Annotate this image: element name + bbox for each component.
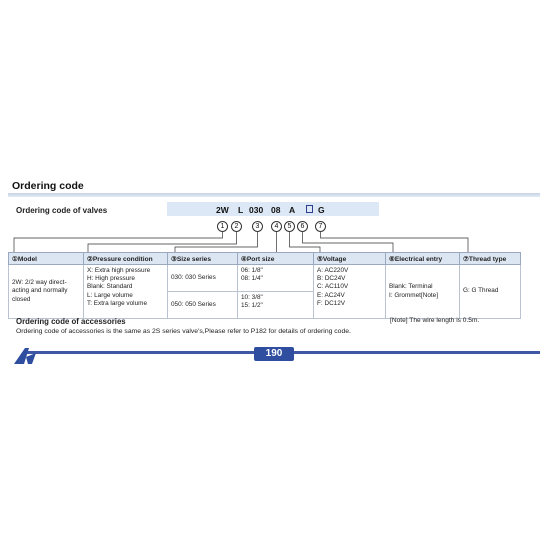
accessories-title: Ordering code of accessories (16, 317, 126, 326)
cell-electrical-entry (386, 265, 460, 319)
table-row (9, 265, 521, 292)
code-part-port: 08 (271, 205, 281, 215)
cell-port-030 (238, 265, 314, 292)
ordering-spec-table (8, 252, 521, 319)
pressure-option: L: Large volume (87, 291, 133, 299)
code-number-4: 4 (271, 221, 282, 232)
spec-header-row (9, 253, 521, 265)
cell-voltage (314, 265, 386, 319)
voltage-option: B: DC24V (317, 275, 346, 283)
accessories-description: Ordering code of accessories is the same as 2S series valve's,Please refer to P182 for details of ordering code. (16, 328, 351, 335)
port-option: 08: 1/4" (241, 275, 263, 283)
cell-port-050 (238, 292, 314, 319)
model-line: 2W: 2/2 way direct- (12, 279, 67, 287)
header-pressure-condition: ②Pressure condition (84, 253, 168, 265)
model-line: acting and normally (12, 287, 68, 295)
port-option: 06: 1/8" (241, 267, 263, 274)
electrical-option: I: Grommet[Note] (389, 291, 439, 299)
cell-thread: G: G Thread (460, 265, 521, 319)
cell-size-030: 030: 030 Series (168, 265, 238, 292)
header-size-series: ③Size series (168, 253, 238, 265)
code-number-3: 3 (252, 221, 263, 232)
voltage-option: A: AC220V (317, 267, 349, 274)
ordering-code-label: Ordering code of valves (16, 206, 108, 215)
header-port-size: ④Port size (238, 253, 314, 265)
wire-length-note: [Note] The wire length is 0.5m. (390, 317, 480, 324)
code-part-size: 030 (249, 205, 264, 215)
code-part-thread: G (318, 205, 325, 215)
header-electrical-entry: ⑥Electrical entry (386, 253, 460, 265)
code-part-pressure: L (238, 205, 244, 215)
header-voltage: ⑤Voltage (314, 253, 386, 265)
cell-model (9, 265, 84, 319)
pressure-option: H: High pressure (87, 275, 135, 283)
port-option: 10: 3/8" (241, 294, 263, 301)
cell-pressure (84, 265, 168, 319)
brand-logo-icon (12, 345, 38, 365)
code-number-7: 7 (315, 221, 326, 232)
header-thread-type: ⑦Thread type (460, 253, 521, 265)
port-option: 15: 1/2" (241, 302, 263, 310)
page-number: 190 (254, 347, 294, 361)
code-part-voltage: A (289, 205, 296, 215)
voltage-option: E: AC24V (317, 291, 345, 299)
code-number-6: 6 (297, 221, 308, 232)
pressure-option: T: Extra large volume (87, 299, 148, 307)
code-number-2: 2 (231, 221, 242, 232)
model-line: closed (12, 295, 31, 303)
electrical-option: Blank: Terminal (389, 283, 433, 291)
voltage-option: C: AC110V (317, 283, 349, 291)
voltage-option: F: DC12V (317, 299, 346, 307)
code-number-1: 1 (217, 221, 228, 232)
code-part-model: 2W (216, 205, 229, 215)
section-title: Ordering code (12, 180, 84, 192)
header-model: ①Model (9, 253, 84, 265)
code-number-5: 5 (284, 221, 295, 232)
pressure-option: Blank: Standard (87, 283, 133, 291)
pressure-option: X: Extra high pressure (87, 267, 151, 274)
cell-size-050: 050: 050 Series (168, 292, 238, 319)
